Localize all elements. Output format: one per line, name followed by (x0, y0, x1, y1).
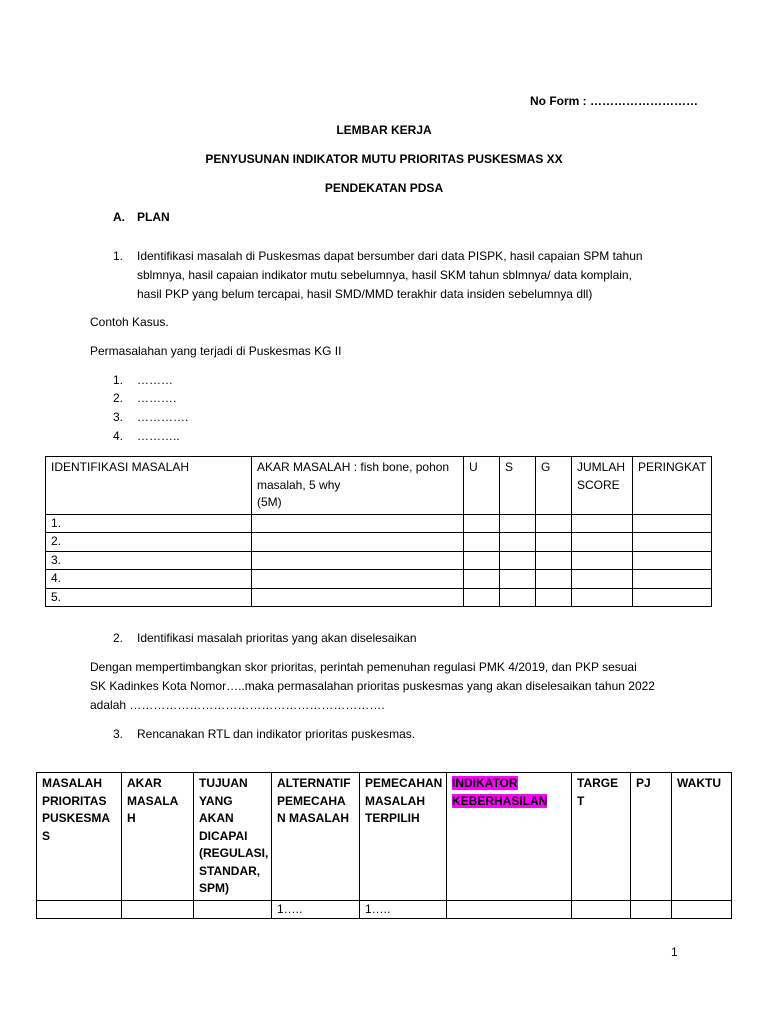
table-cell (633, 533, 712, 552)
item1-line: Identifikasi masalah di Puskesmas dapat bersumber dari data PISPK, hasil capaian SPM tahun (137, 249, 643, 263)
header-line: T (577, 793, 585, 808)
header-line: AKAR (127, 776, 162, 790)
item2-paragraph (90, 658, 760, 715)
table-header-row (46, 457, 712, 515)
col-pj (631, 773, 672, 901)
col-indikator (447, 773, 572, 901)
table-cell (500, 570, 536, 589)
table-cell (572, 570, 633, 589)
header-line: PJ (636, 776, 651, 790)
section-a-marker: A. (113, 210, 125, 224)
item2-label: Identifikasi masalah prioritas yang akan diselesaikan (137, 631, 417, 645)
header-line: TERPILIH (365, 811, 420, 825)
table-cell (536, 570, 572, 589)
table-cell (252, 514, 464, 533)
header-line: (5M) (257, 495, 282, 509)
table-cell (672, 900, 732, 919)
item1-line: hasil PKP yang belum tercapai, hasil SMD/MMD terakhir data insiden sebelumnya dll) (137, 287, 593, 301)
header-line: SPM) (199, 881, 229, 895)
table-row (37, 900, 732, 919)
header-line: (REGULASI, (199, 846, 269, 860)
list-num: 2. (113, 391, 124, 405)
list-num: 1. (113, 373, 124, 387)
header-line: PRIORITAS (42, 793, 107, 808)
table-cell (536, 551, 572, 570)
header-line: PUSKESMA (42, 811, 111, 825)
table-cell (633, 588, 712, 607)
table-cell (572, 900, 631, 919)
table-cell (572, 588, 633, 607)
table-cell (633, 570, 712, 589)
table-cell (122, 900, 194, 919)
list-item (113, 429, 123, 443)
table-row (46, 514, 712, 533)
col-target (572, 773, 631, 901)
list-num: 3. (113, 410, 124, 424)
table-cell (500, 533, 536, 552)
item2-number: 2. (113, 631, 124, 645)
list-text: ……….. (137, 429, 180, 443)
row-number: 4. (46, 570, 252, 589)
header-line: MASALAH (42, 776, 102, 790)
permasalahan-heading: Permasalahan yang terjadi di Puskesmas KG II (90, 344, 342, 358)
col-alternatif (272, 773, 360, 901)
form-number: No Form : ……………………… (530, 94, 698, 108)
col-peringkat: PERINGKAT (633, 457, 712, 515)
paragraph-line: adalah ………………………………………………………. (90, 698, 385, 712)
header-line: AKAR MASALAH : fish bone, pohon (257, 460, 450, 474)
row-number: 2. (46, 533, 252, 552)
col-u: U (464, 457, 500, 515)
table-cell (500, 514, 536, 533)
table-cell (464, 570, 500, 589)
table-cell (500, 588, 536, 607)
item1-line: sblmnya, hasil capaian indikator mutu sebelumnya, hasil SKM tahun sblmnya/ data komplain, (137, 268, 632, 282)
table-cell (464, 551, 500, 570)
col-akar-masalah (122, 773, 194, 901)
item3-number: 3. (113, 727, 124, 741)
header-line: TUJUAN (199, 776, 248, 790)
table-cell (252, 533, 464, 552)
row-number: 1. (46, 514, 252, 533)
contoh-kasus: Contoh Kasus. (90, 315, 169, 329)
col-akar-masalah (252, 457, 464, 515)
list-num: 4. (113, 429, 124, 443)
priority-table (45, 456, 712, 607)
doc-subtitle: PENYUSUNAN INDIKATOR MUTU PRIORITAS PUSKESMAS XX (205, 152, 563, 166)
header-line: SCORE (577, 477, 620, 492)
section-a-label: PLAN (137, 210, 170, 224)
item3-label: Rencanakan RTL dan indikator prioritas puskesmas. (137, 727, 416, 741)
table-cell (37, 900, 122, 919)
header-line: WAKTU (677, 776, 721, 790)
header-line: ALTERNATIF (277, 776, 351, 790)
table-cell (631, 900, 672, 919)
table-cell (572, 551, 633, 570)
table-cell (536, 588, 572, 607)
table-row (46, 551, 712, 570)
table-header-row (37, 773, 732, 901)
col-jumlah-score (572, 457, 633, 515)
list-item (113, 373, 123, 387)
table-row (46, 588, 712, 607)
table-cell (633, 551, 712, 570)
row-number: 5. (46, 588, 252, 607)
header-line: TARGE (577, 776, 619, 790)
header-line: PEMECAHAN (365, 776, 443, 790)
header-line: YANG (199, 793, 233, 808)
table-cell: 1….. (272, 900, 360, 919)
header-line: MASALAH (365, 793, 425, 808)
table-cell (572, 533, 633, 552)
header-line: DICAPAI (199, 828, 248, 843)
table-cell (252, 588, 464, 607)
page-number: 1 (671, 945, 678, 959)
header-line: MASALA (127, 793, 179, 808)
col-pemecahan (360, 773, 447, 901)
col-s: S (500, 457, 536, 515)
table-cell (536, 514, 572, 533)
header-line: JUMLAH (577, 460, 626, 474)
col-g: G (536, 457, 572, 515)
table-row (46, 533, 712, 552)
table-cell (252, 570, 464, 589)
list-item (113, 410, 123, 424)
doc-title: LEMBAR KERJA (336, 123, 432, 137)
table-cell (536, 533, 572, 552)
header-line: masalah, 5 why (257, 477, 341, 492)
row-number: 3. (46, 551, 252, 570)
header-line: N MASALAH (277, 811, 349, 825)
highlighted-header-line: INDIKATOR (452, 776, 518, 790)
col-masalah-prioritas (37, 773, 122, 901)
list-item (113, 391, 123, 405)
table-row (46, 570, 712, 589)
list-text: …………. (137, 410, 189, 424)
table-cell (500, 551, 536, 570)
doc-approach: PENDEKATAN PDSA (324, 181, 444, 195)
header-line: STANDAR, (199, 863, 261, 878)
header-line: H (127, 811, 136, 825)
item1-number: 1. (113, 249, 124, 263)
rtl-table (36, 772, 732, 919)
highlighted-header-line: KEBERHASILAN (452, 793, 548, 808)
col-waktu (672, 773, 732, 901)
header-line: AKAN (199, 811, 234, 825)
table-cell (447, 900, 572, 919)
list-text: ………. (137, 391, 177, 405)
table-cell (464, 588, 500, 607)
list-text: ……… (137, 373, 173, 387)
table-cell (464, 533, 500, 552)
table-cell (633, 514, 712, 533)
table-cell (572, 514, 633, 533)
paragraph-line: SK Kadinkes Kota Nomor…..maka permasalahan prioritas puskesmas yang akan diselesaikan tahun 2022 (90, 679, 655, 693)
table-cell (464, 514, 500, 533)
header-line: PEMECAHA (277, 793, 346, 808)
item1-text (137, 247, 757, 304)
table-cell (252, 551, 464, 570)
table-cell: 1….. (360, 900, 447, 919)
table-cell (194, 900, 272, 919)
col-identifikasi: IDENTIFIKASI MASALAH (46, 457, 252, 515)
header-line: S (42, 828, 51, 843)
paragraph-line: Dengan mempertimbangkan skor prioritas, perintah pemenuhan regulasi PMK 4/2019, dan PKP sesuai (90, 660, 637, 674)
col-tujuan (194, 773, 272, 901)
